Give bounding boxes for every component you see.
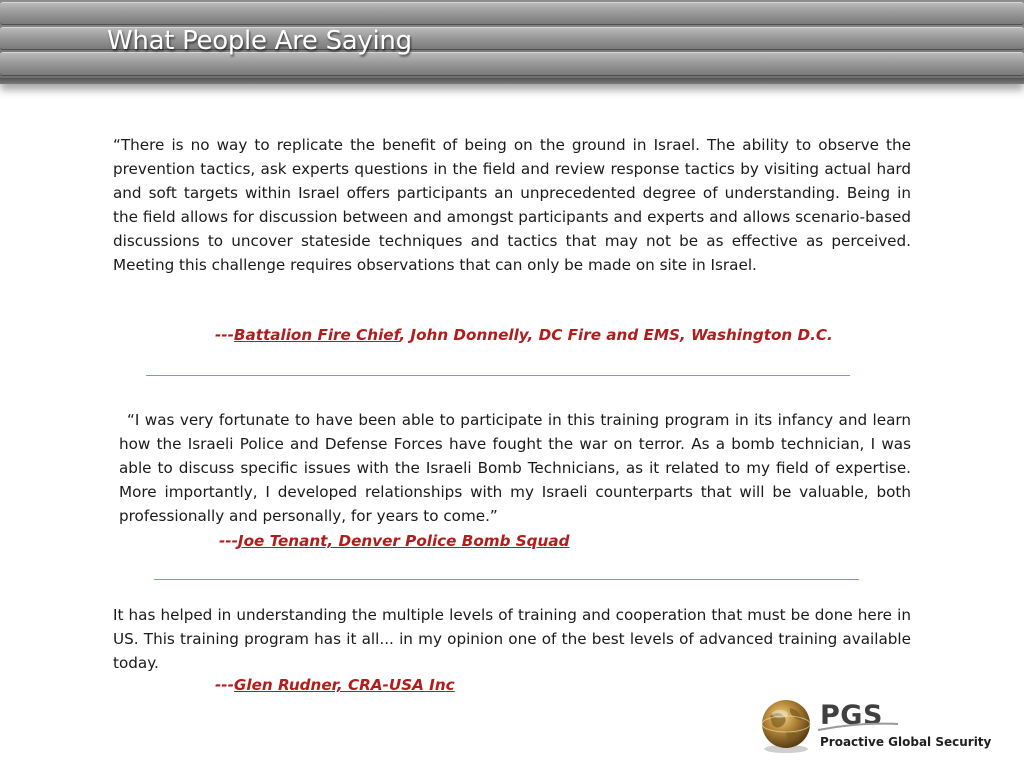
attribution-title: Battalion Fire Chief [233, 326, 400, 344]
divider-line [154, 579, 859, 580]
banner-bottom-edge [0, 78, 1024, 84]
divider-line [146, 375, 850, 376]
logo-mark: PGS [820, 700, 883, 731]
attribution-name: Glen Rudner, CRA-USA Inc [233, 676, 455, 694]
testimonial-attribution-1 [215, 326, 833, 344]
testimonial-attribution-3 [215, 676, 455, 694]
testimonial-quote-2: “I was very fortunate to have been able to participate in this training program in its infancy and learn how the Israeli Police and Defense Forces have fought the war on terror. As a bomb technician, I was able to discuss specific issues with the Israeli Bomb Technicians, as it related to my field of expertise. More importantly, I developed relationships with my Israeli counterparts that will be valuable, both professionally and personally, for years to come.” [119, 411, 911, 525]
attribution-name: Joe Tenant, Denver Police Bomb Squad [237, 532, 570, 550]
testimonial-attribution-2 [219, 532, 570, 550]
page-title: What People Are Saying [107, 26, 412, 56]
header-banner [0, 0, 1024, 84]
banner-stripe [0, 2, 1024, 25]
testimonial-quote-1: “There is no way to replicate the benefit of being on the ground in Israel. The ability to observe the prevention tactics, ask experts questions in the field and review response tactics by visiting actual hard and soft targets within Israel offers participants an unprecedented degree of understanding. Being in the field allows for discussion between and amongst participants and experts and allows scenario-based discussions to uncover stateside techniques and tactics that may not be as effective as perceived. Meeting this challenge requires observations that can only be made on site in Israel. [113, 136, 911, 274]
attribution-detail: , John Donnelly, DC Fire and EMS, Washington D.C. [399, 326, 833, 344]
attribution-dash: --- [215, 676, 234, 694]
testimonial-quote-3: It has helped in understanding the multiple levels of training and cooperation that must be done here in US. This training program has it all... in my opinion one of the best levels of advanced training available today. [113, 606, 911, 672]
pgs-logo [756, 694, 996, 756]
globe-icon [756, 696, 818, 754]
attribution-dash: --- [219, 532, 238, 550]
swoosh-icon [818, 720, 898, 732]
logo-tagline: Proactive Global Security [820, 735, 992, 749]
attribution-dash: --- [215, 326, 234, 344]
